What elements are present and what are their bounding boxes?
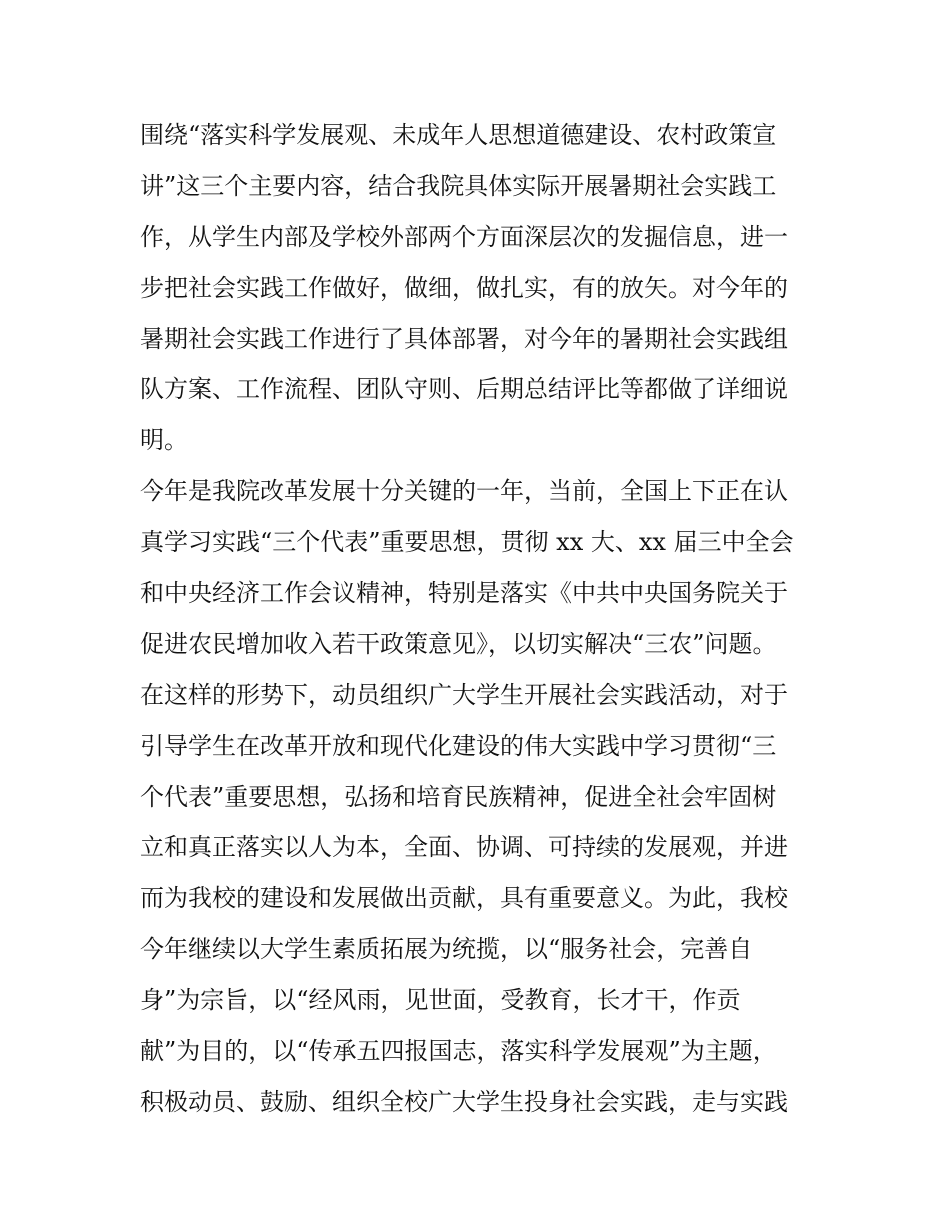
- text-line: 真学习实践“三个代表”重要思想，贯彻 xx 大、xx 届三中全会: [140, 528, 794, 557]
- text-line: 积极动员、鼓励、组织全校广大学生投身社会实践，走与实践: [140, 1087, 788, 1116]
- text-line: 献”为目的，以“传承五四报国志，落实科学发展观”为主题，: [140, 1037, 777, 1066]
- text-line: 个代表”重要思想，弘扬和培育民族精神，促进全社会牢固树: [140, 782, 777, 811]
- text-line: 围绕“落实科学发展观、未成年人思想道德建设、农村政策宣: [140, 121, 777, 149]
- text-line: 暑期社会实践工作进行了具体部署，对今年的暑期社会实践组: [140, 324, 788, 353]
- text-line: 今年继续以大学生素质拓展为统揽，以“服务社会，完善自: [140, 935, 753, 964]
- text-line: 今年是我院改革发展十分关键的一年，当前，全国上下正在认: [140, 477, 788, 506]
- text-line: 步把社会实践工作做好，做细，做扎实，有的放矢。对今年的: [140, 273, 788, 302]
- text-line: 在这样的形势下，动员组织广大学生开展社会实践活动，对于: [140, 680, 788, 709]
- document-body: [140, 110, 820, 1128]
- text-line: 明。: [140, 426, 188, 455]
- text-line: 作，从学生内部及学校外部两个方面深层次的发掘信息，进一: [140, 222, 788, 251]
- text-line: 立和真正落实以人为本，全面、协调、可持续的发展观，并进: [140, 833, 788, 862]
- text-line: 讲”这三个主要内容，结合我院具体实际开展暑期社会实践工: [140, 171, 777, 200]
- text-line: 引导学生在改革开放和现代化建设的伟大实践中学习贯彻“三: [140, 731, 777, 760]
- text-line: 队方案、工作流程、团队守则、后期总结评比等都做了详细说: [140, 375, 788, 404]
- text-line: 身”为宗旨，以“经风雨，见世面，受教育，长才干，作贡: [140, 986, 741, 1015]
- text-line: 而为我校的建设和发展做出贡献，具有重要意义。为此，我校: [140, 884, 788, 913]
- text-line: 和中央经济工作会议精神，特别是落实《中共中央国务院关于: [140, 579, 788, 608]
- text-line: 促进农民增加收入若干政策意见》，以切实解决“三农”问题。: [140, 629, 777, 658]
